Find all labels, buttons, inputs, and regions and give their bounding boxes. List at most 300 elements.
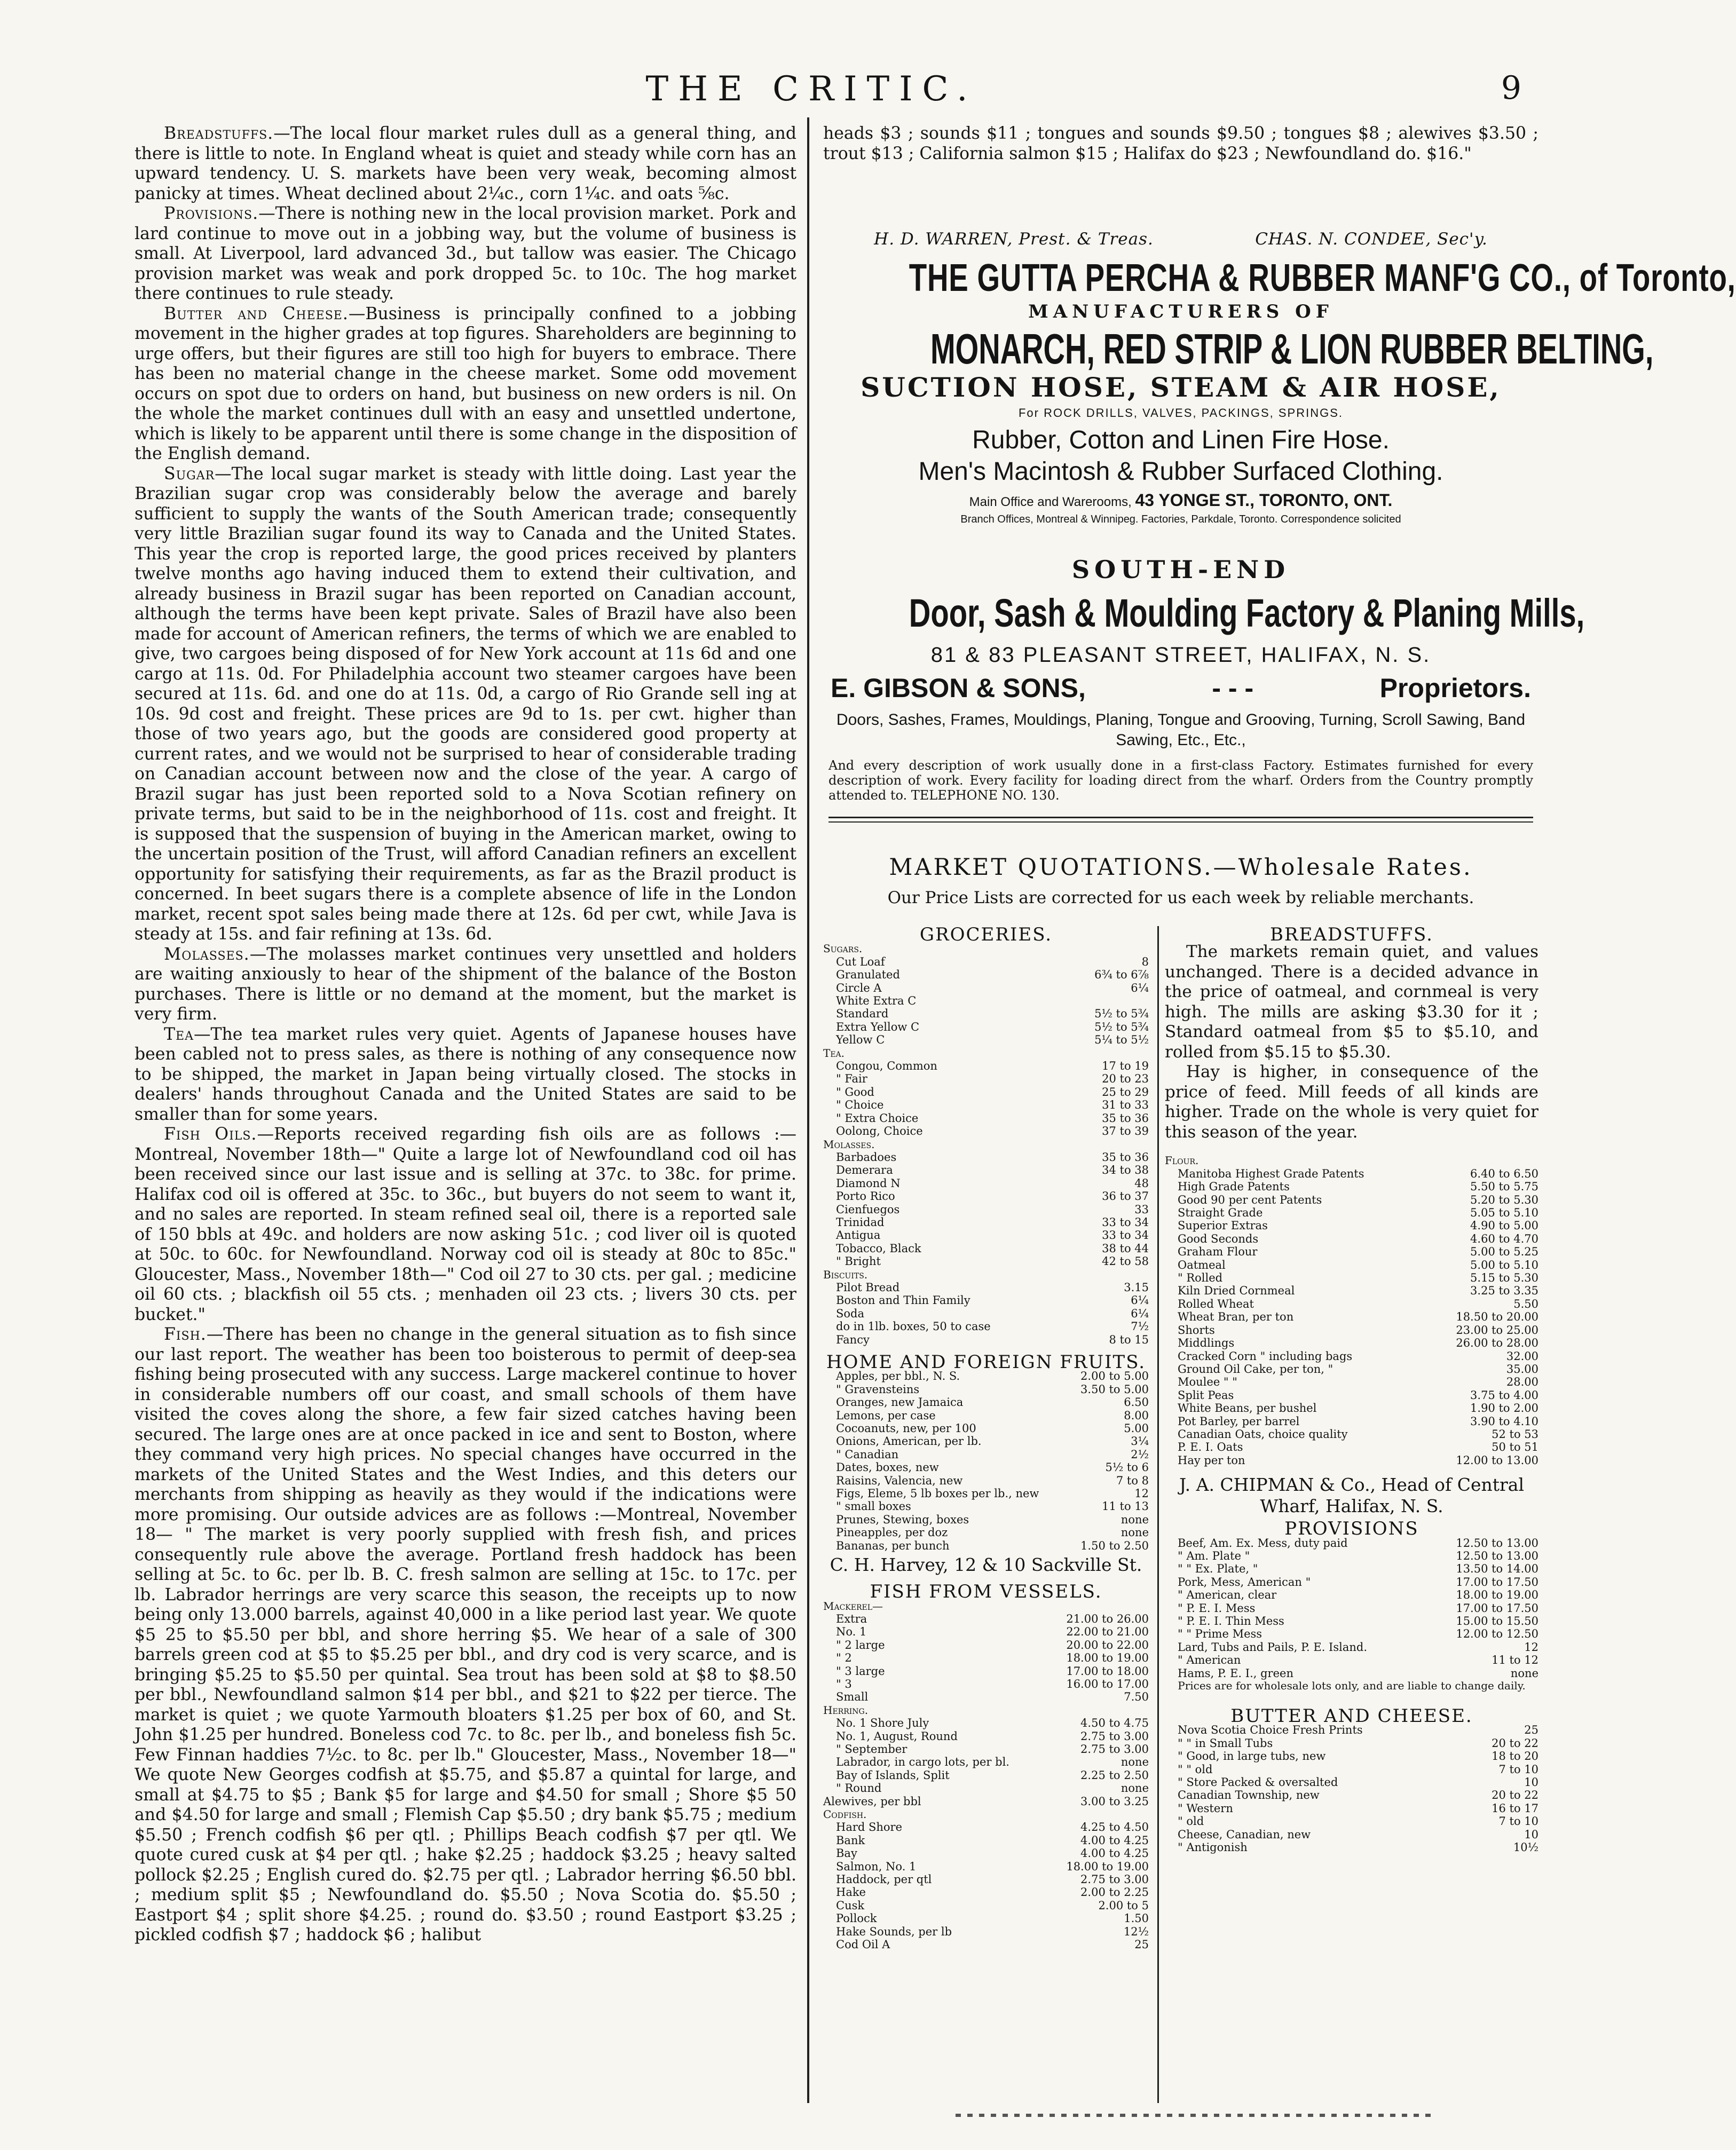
item-name: " Gravensteins [836,1382,920,1396]
price-row [823,1112,1149,1125]
price-row [823,1899,1149,1912]
item-price: 3.15 [1124,1280,1149,1294]
item-name: Pollock [836,1912,877,1925]
item-name: " Store Packed & oversalted [1178,1776,1338,1789]
item-name: Rolled Wheat [1178,1297,1254,1310]
item-price: 5.20 to 5.30 [1470,1193,1538,1206]
price-row [823,1307,1149,1320]
price-row [823,1007,1149,1020]
item-price: none [1120,1756,1149,1769]
item-name: Canadian Oats, choice quality [1178,1427,1348,1441]
price-row [1165,1615,1538,1627]
southend-heading: SOUTH-END [1071,555,1290,584]
door-factory-advertisement [823,555,1585,823]
price-row [1165,1627,1538,1640]
item-price: 38 to 44 [1102,1242,1149,1255]
item-name: Granulated [836,968,900,982]
paragraph-heading: Butter and Cheese. [164,304,349,323]
item-price: 35 to 36 [1102,1111,1149,1125]
address-street: 43 YONGE ST., TORONTO, ONT. [1135,491,1393,510]
section-heading: GROCERIES. [919,924,1053,945]
report-paragraph [135,464,796,945]
hose-products: SUCTION HOSE, STEAM & AIR HOSE, [861,371,1501,403]
item-name: Raisins, Valencia, new [836,1474,963,1487]
item-price: 5½ to 5¾ [1094,1020,1149,1033]
item-price: 25 to 29 [1102,1085,1149,1098]
item-price: 20 to 22 [1492,1789,1538,1802]
divider-rule [828,821,1533,823]
item-price: 35 to 36 [1102,1150,1149,1164]
price-row [1165,1602,1538,1615]
item-name: " " Prime Mess [1178,1627,1262,1641]
price-row [1165,1206,1538,1219]
report-paragraph [135,1025,796,1125]
item-name: " 3 large [836,1664,885,1678]
item-price: none [1120,1526,1149,1539]
item-price: 1.50 to 2.50 [1080,1539,1149,1552]
item-price: 18.50 to 20.00 [1456,1310,1538,1324]
report-paragraph [135,124,796,204]
item-price: 52 to 53 [1492,1427,1538,1441]
manufacturers-label: MANUFACTURERS OF [1028,301,1333,322]
paragraph-text: —The local flour market rules dull as a general thing, and there is little to note. In England wheat is quiet and steady while corn has an upward tendency. U. S. markets have been very weak, becoming almost panicky at times. Wheat declined about 2¼c., corn 1¼c. and oats ⅝c. [135,124,796,203]
group-label: Mackerel— [823,1599,883,1612]
footer-rule [956,2114,1436,2117]
item-price: 12½ [1123,1925,1149,1938]
section-heading: BREADSTUFFS. [1270,924,1433,945]
item-name: " old [1178,1815,1204,1828]
price-row [823,1912,1149,1925]
price-row [823,1435,1149,1448]
paragraph-heading: Fish Oils. [164,1125,257,1144]
price-row [823,1925,1149,1938]
item-price: 7 to 10 [1498,1762,1538,1776]
item-name: Kiln Dried Cornmeal [1178,1284,1295,1298]
item-price: 17.00 to 17.50 [1456,1575,1538,1588]
item-name: " Good [836,1085,874,1098]
item-price: 12.50 to 13.00 [1456,1549,1538,1562]
item-price: 15.00 to 15.50 [1456,1615,1538,1627]
item-name: Congou, Common [836,1060,937,1073]
price-row [823,1834,1149,1847]
item-price: 7 to 10 [1498,1815,1538,1828]
proprietors-label: Proprietors. [1379,673,1531,703]
price-row [1165,1298,1538,1310]
paragraph-heading: Molasses. [164,944,250,964]
item-name: Barbadoes [836,1150,897,1164]
groceries-fruits-fish-column [823,926,1149,1951]
price-row [1165,1337,1538,1349]
factory-address: 81 & 83 PLEASANT STREET, HALIFAX, N. S. [930,643,1431,667]
item-price: none [1510,1666,1538,1680]
item-name: Cod Oil A [836,1938,890,1951]
item-name: Split Peas [1178,1388,1234,1402]
item-name: Nova Scotia Choice Fresh Prints [1178,1724,1363,1737]
price-row [823,1242,1149,1255]
item-name: Cienfuegos [836,1203,900,1216]
item-price: 4.50 to 4.75 [1080,1717,1149,1730]
item-name: Superior Extras [1178,1219,1268,1232]
item-price: 31 to 33 [1102,1098,1149,1112]
price-row [823,1756,1149,1768]
section-heading: BUTTER AND CHEESE. [1230,1705,1473,1727]
item-price: 8 to 15 [1109,1333,1149,1346]
price-row [1165,1815,1538,1828]
item-price: 4.25 to 4.50 [1080,1821,1149,1834]
price-row [823,1190,1149,1203]
item-price: 11 to 12 [1492,1654,1538,1667]
paragraph-heading: Tea [164,1024,194,1044]
item-name: do in 1lb. boxes, 50 to case [836,1320,991,1333]
price-row [1165,1737,1538,1750]
item-name: Hake Sounds, per lb [836,1925,952,1938]
item-price: 6¼ [1131,981,1149,994]
item-name: No. 1 [836,1625,867,1639]
price-row [1165,1389,1538,1402]
price-row [823,1125,1149,1137]
price-row [823,1461,1149,1474]
paragraph-text: —There has been no change in the general situation as to fish since our last report. The weather has been too boisterous to permit of deep-sea fishing being prosecuted with any success. Large mackerel continue to hover in considerable numbers off our coast, and small schools of them have visited the coves along the shore, a few fair sized catches having been secured. The large ones are at once packed in ice and sent to Boston, where they command very high prices. No special changes have occurred in the markets of the United States and the West Indies, and this deters our merchants from shipping as heavily as they would if the indications were more promising. Our outside advices are as follows :—Montreal, November 18— " The market is very poorly supplied with fresh fish, and prices consequently rule above the average. Portland fresh haddock has been selling at 5c. to 6c. per lb. B. C. fresh salmon are selling at 15c. to 17c. per lb. Labrador herrings are very scarce this season, the receipts up to now being only 13.000 barrels, against 40,000 in a like period last year. We quote $5 25 to $5.50 per bbl, and shore herring $5. We hear of a sale of 300 barrels green cod at $5 to $5.25 per bbl., and dry cod is very scarce, and is bringing $5.25 to $5.50 per quintal. Sea trout has been sold at $8 to $8.50 per bbl., Newfoundland salmon $14 per bbl., and $21 to $22 per tierce. The market is quiet ; we quote Yarmouth bloaters $1.25 per box of 60, and St. John $1.25 per hundred. Boneless cod 7c. to 8c. per lb., and boneless fish 5c. Few Finnan haddies 7½c. to 8c. per lb." Gloucester, Mass., November 18—" We quote New Georges codfish at $5.75, and $5.87 a quintal for large, and small at $4.75 to $5 ; Bank $5 for large and $4.50 for small ; Shore $5 50 and $4.50 for large and small ; Flemish Cap $5.50 ; dry bank $5.75 ; medium $5.50 ; French codfish $6 per qtl. ; Phillips Beach codfish $7 per qtl. We quote cured cusk at $4 per qtl. ; hake $2.25 ; haddock $3.25 ; heavy salted pollock $2.25 ; English cured do. $2.75 per qtl. ; Labrador herring $6.50 bbl. ; medium split $5 ; Newfoundland do. $5.50 ; Nova Scotia do. $5.50 ; Eastport $4 ; split shore $4.25. ; round do. $3.50 ; round Eastport $3.25 ; pickled codfish $7 ; haddock $6 ; halibut [135,1325,796,1945]
price-row [823,1203,1149,1216]
item-price: 2.75 to 3.00 [1080,1873,1149,1886]
price-row [823,1021,1149,1033]
paragraph-text: —There is nothing new in the local provision market. Pork and lard continue to move out in a jobbing way, but the volume of business is small. At Liverpool, lard advanced 3d., but tallow was easier. The Chicago provision market was weak and pork dropped 5c. to 10c. The hog market there continues to rule steady. [135,204,796,303]
page-number: 9 [1501,69,1521,107]
item-name: " 2 large [836,1638,885,1651]
item-name: Prunes, Stewing, boxes [836,1513,969,1526]
price-row [1165,1167,1538,1180]
item-name: Ground Oil Cake, per ton, " [1178,1362,1333,1376]
price-row [823,994,1149,1007]
price-row [823,1678,1149,1690]
item-price: 32.00 [1506,1349,1538,1363]
item-name: Extra Yellow C [836,1020,920,1033]
fish-report-continuation: heads $3 ; sounds $11 ; tongues and sounds $9.50 ; tongues $8 ; alewives $3.50 ; trout $13 ; California salmon $15 ; Halifax do $23 ; Newfoundland do. $16." [823,124,1538,163]
price-row [1165,1310,1538,1323]
price-row [823,1294,1149,1307]
item-name: Canadian Township, new [1178,1789,1320,1802]
group-label: Flour. [1165,1154,1199,1167]
item-name: Yellow C [836,1033,885,1047]
item-name: Oatmeal [1178,1258,1226,1271]
price-row [823,1717,1149,1729]
paragraph-heading: Sugar [164,464,215,484]
item-price: 5.00 to 5.25 [1470,1245,1538,1259]
item-price: 2.25 to 2.50 [1080,1768,1149,1782]
price-row [823,1229,1149,1242]
item-name: Pork, Mess, American " [1178,1575,1311,1588]
item-name: White Extra C [836,994,917,1008]
item-name: Moulee " " [1178,1376,1237,1389]
item-name: " " old [1178,1762,1213,1776]
item-price: 26.00 to 28.00 [1456,1337,1538,1350]
price-row [823,1177,1149,1190]
price-row [1165,1841,1538,1854]
item-name: Antigua [836,1229,881,1242]
item-price: 5¼ to 5½ [1094,1033,1149,1047]
price-row [823,1086,1149,1098]
gutta-percha-advertisement [823,230,1736,526]
item-price: 20 to 22 [1492,1736,1538,1750]
item-price: 17.00 to 18.00 [1066,1664,1149,1678]
item-name: Cusk [836,1899,865,1912]
item-name: Fancy [836,1333,870,1346]
item-name: " Western [1178,1801,1233,1815]
item-name: No. 1, August, Round [836,1729,958,1743]
item-price: 33 [1134,1203,1149,1216]
breadstuffs-summary: Hay is higher, in consequence of the price of feed. Mill feeds of all kinds are higher. Trade on the whole is very quiet for this season of the year. [1165,1062,1538,1142]
item-name: Pot Barley, per barrel [1178,1414,1300,1428]
item-price: 6¼ [1131,1294,1149,1307]
price-row [1165,1402,1538,1414]
item-name: Oolong, Choice [836,1125,923,1138]
report-paragraph [135,945,796,1025]
item-price: 2.00 to 5.00 [1080,1370,1149,1383]
price-row [823,1448,1149,1461]
breadstuffs-summary: The markets remain quiet, and values unchanged. There is a decided advance in the price of oatmeal, and cornmeal is very high. The mills are asking $3.30 for it ; Standard oatmeal from $5 to $5.10, and rolled from $5.15 to $5.30. [1165,942,1538,1062]
item-price: 22.00 to 21.00 [1066,1625,1149,1639]
item-price: 7 to 8 [1116,1474,1149,1487]
paragraph-heading: Provisions. [164,204,259,223]
price-row [823,968,1149,981]
item-name: Good 90 per cent Patents [1178,1193,1322,1206]
item-price: 18.00 to 19.00 [1456,1588,1538,1602]
column-divider [807,117,809,2103]
item-price: 23.00 to 25.00 [1456,1323,1538,1337]
price-row [823,1639,1149,1651]
report-paragraph [135,1325,796,1946]
item-price: 37 to 39 [1102,1125,1149,1138]
company-name: THE GUTTA PERCHA & RUBBER MANF'G CO., of Toronto, [909,257,1736,299]
price-row [823,1060,1149,1072]
fire-hose-line: Rubber, Cotton and Linen Fire Hose. [972,426,1390,454]
item-name: High Grade Patents [1178,1180,1290,1193]
item-name: P. E. I. Oats [1178,1441,1243,1454]
price-row [823,982,1149,994]
price-row [1165,1562,1538,1575]
price-row [1165,1724,1538,1736]
price-row [823,1098,1149,1111]
price-row [823,1886,1149,1899]
belting-products: MONARCH, RED STRIP & LION RUBBER BELTING, [930,325,1654,373]
price-row [823,1513,1149,1526]
paragraph-heading: Breadstuffs. [164,124,274,143]
item-price: 12.00 to 12.50 [1456,1627,1538,1641]
item-price: 5.00 [1124,1422,1149,1435]
breadstuffs-provisions-column [1165,926,1538,1854]
item-name: Cocoanuts, new, per 100 [836,1422,976,1435]
price-row [823,1281,1149,1294]
item-price: 18.00 to 19.00 [1066,1651,1149,1665]
price-row [1165,1259,1538,1271]
item-price: 5½ to 6 [1105,1461,1149,1474]
price-row [823,1333,1149,1346]
item-name: Soda [836,1307,864,1320]
price-row [1165,1350,1538,1363]
item-name: " Choice [836,1098,884,1112]
item-name: " Bright [836,1255,881,1268]
price-row [1165,1284,1538,1297]
item-price: 1.90 to 2.00 [1470,1402,1538,1415]
price-row [1165,1789,1538,1801]
item-name: " small boxes [836,1500,911,1513]
price-row [1165,1363,1538,1376]
price-row [823,955,1149,968]
item-name: " Rolled [1178,1271,1223,1285]
item-price: 25 [1134,1938,1149,1951]
item-name: Trinidad [836,1215,885,1229]
price-row [823,1539,1149,1552]
group-label: Sugars. [823,942,863,955]
item-name: Small [836,1690,869,1704]
paragraph-heading: Fish. [164,1325,207,1344]
item-price: 12 [1134,1487,1149,1500]
item-name: Cracked Corn " including bags [1178,1349,1353,1363]
paragraph-text: —The tea market rules very quiet. Agents of Japanese houses have been cabled not to press sales, as there is nothing of any consequence now to be shipped, the market in Japan being virtually closed. The stocks in dealers' hands throughout Canada and the United States are said to be smaller than for some years. [135,1024,796,1124]
item-price: 3.90 to 4.10 [1470,1414,1538,1428]
item-name: Alewives, per bbl [823,1795,921,1808]
item-name: " " in Small Tubs [1178,1736,1273,1750]
section-heading: PROVISIONS [1284,1518,1419,1540]
item-name: " American, clear [1178,1588,1277,1602]
price-row [823,1651,1149,1664]
item-name: Cheese, Canadian, new [1178,1828,1311,1841]
item-name: " Round [836,1782,882,1795]
price-row [1165,1441,1538,1453]
price-row [823,1500,1149,1513]
address-prefix: Main Office and Warerooms, [969,495,1132,509]
price-row [823,1782,1149,1795]
paragraph-text: —The molasses market continues very unsettled and holders are waiting anxiously to hear of the shipment of the balance of the Boston purchases. There is little or no demand at the moment, but the market is very firm. [135,944,796,1024]
price-row [1165,1232,1538,1245]
item-price: 6¼ [1131,1307,1149,1320]
price-row [1165,1193,1538,1206]
price-row [823,1487,1149,1500]
paragraph-text: —Reports received regarding fish oils are as follows :—Montreal, November 18th—" Quite a large lot of Newfoundland cod oil has been received since our last issue and is selling at 37c. to 38c. for prime. Halifax cod oil is offered at 35c. to 36c., but buyers do not seem to want it, and no sales are reported. In steam refined seal oil, there is a reported sale of 150 bbls at 49c. and holders are now asking 51c. ; cod liver oil is quoted at 50c. to 60c. for Newfoundland. Norway cod oil is steady at 80c to 85c." Gloucester, Mass., November 18th—" Cod oil 27 to 30 cts. per gal. ; medicine oil 60 cts. ; blackfish oil 55 cts. ; menhaden oil 23 cts. ; livers 30 cts. per bucket." [135,1125,796,1324]
item-name: Good Seconds [1178,1232,1259,1245]
item-price: 16 to 17 [1492,1801,1538,1815]
item-price: 12.00 to 13.00 [1456,1453,1538,1467]
paragraph-text: —Business is principally confined to a jobbing movement in the higher grades at top figures. Shareholders are beginning to urge offers, but their figures are still too high for buyers to embrace. There has been no material change in the cheese market. Some odd movement occurs on spot due to orders on hand, but business on new orders is nil. On the whole the market continues dull with an easy and unsettled undertone, which is likely to be apparent until there is some change in the disposition of the English demand. [135,304,797,463]
price-row [823,1216,1149,1229]
item-name: Cut Loaf [836,955,885,968]
item-name: Pineapples, per doz [836,1526,948,1539]
item-price: 3.25 to 3.35 [1470,1284,1538,1298]
price-row [1165,1667,1538,1680]
price-row [823,1255,1149,1268]
item-name: " Antigonish [1178,1841,1248,1854]
item-name: Shorts [1178,1323,1215,1337]
price-row [823,1730,1149,1743]
item-name: " Extra Choice [836,1111,919,1125]
group-label: Codfish. [823,1808,867,1821]
price-row [1165,1271,1538,1284]
price-row [1165,1641,1538,1654]
divider-rule [828,817,1533,818]
price-row [823,1164,1149,1176]
price-row [1165,1828,1538,1841]
item-name: Hard Shore [836,1821,903,1834]
item-name: Wheat Bran, per ton [1178,1310,1294,1324]
item-name: Onions, American, per lb. [836,1435,982,1448]
price-row [823,1860,1149,1873]
item-name: Extra [836,1612,867,1625]
group-label: Herring. [823,1703,869,1717]
price-row [823,1422,1149,1435]
item-name: Beef, Am. Ex. Mess, duty paid [1178,1536,1348,1550]
price-row [1165,1245,1538,1258]
provisions-note: Prices are for wholesale lots only, and are liable to change daily. [1178,1679,1526,1693]
officer-president: H. D. WARREN, Prest. & Treas. [874,230,1154,249]
hose-uses: For ROCK DRILLS, VALVES, PACKINGS, SPRINGS. [1018,406,1344,420]
price-row [1165,1180,1538,1193]
item-name: Bay of Islands, Split [836,1768,950,1782]
price-row [823,1474,1149,1487]
price-row [823,1409,1149,1422]
item-name: " P. E. I. Mess [1178,1601,1256,1615]
item-price: 36 to 37 [1102,1190,1149,1203]
item-name: Figs, Eleme, 5 lb boxes per lb., new [836,1487,1039,1500]
item-name: Tobacco, Black [836,1242,921,1255]
masthead-title: THE CRITIC. [645,69,977,109]
factory-description: And every description of work usually done in a first-class Factory. Estimates furnished for every description of work. Every facility for loading direct from the wharf. Orders from the Country promptly attended to. TELEPHONE NO. 130. [828,758,1533,803]
price-row [823,1526,1149,1539]
item-price: 11 to 13 [1102,1500,1149,1513]
price-row [1165,1776,1538,1789]
price-row [1165,1415,1538,1428]
item-price: 4.00 to 4.25 [1080,1833,1149,1847]
item-name: " " Ex. Plate, " [1178,1562,1258,1576]
market-quotations-header [823,854,1538,907]
item-price: 2.75 to 3.00 [1080,1729,1149,1743]
item-name: Salmon, No. 1 [836,1860,917,1873]
price-row [823,1072,1149,1085]
price-row [823,1320,1149,1333]
price-row [1165,1802,1538,1815]
item-price: 1.50 [1124,1912,1149,1925]
item-price: 6.50 [1124,1396,1149,1409]
officer-secretary: CHAS. N. CONDEE, Sec'y. [1255,230,1488,249]
branch-offices: Branch Offices, Montreal & Winnipeg. Factories, Parkdale, Toronto. Correspondence solicited [960,513,1401,525]
item-price: 20 to 23 [1102,1072,1149,1086]
item-price: 10 [1524,1828,1538,1841]
price-row [823,1690,1149,1703]
item-name: Dates, boxes, new [836,1461,939,1474]
item-name: Lemons, per case [836,1409,936,1422]
item-price: 3.75 to 4.00 [1470,1388,1538,1402]
item-name: " American [1178,1654,1241,1667]
item-price: 5.50 [1513,1297,1538,1310]
item-price: 2.00 to 2.25 [1080,1886,1149,1899]
item-name: Hake [836,1886,866,1899]
price-row [1165,1750,1538,1762]
item-name: " Fair [836,1072,867,1086]
market-subtitle: Our Price Lists are corrected for us each week by reliable merchants. [887,888,1474,907]
item-name: Labrador, in cargo lots, per bl. [836,1756,1009,1769]
price-row [1165,1550,1538,1562]
breadstuffs-supplier: J. A. CHIPMAN & Co., Head of Central Wharf, Halifax, N. S. [1179,1474,1525,1517]
item-price: 4.00 to 4.25 [1080,1847,1149,1860]
item-name: Hams, P. E. I., green [1178,1666,1293,1680]
item-name: White Beans, per bushel [1178,1402,1317,1415]
factory-name: Door, Sash & Moulding Factory & Planing Mills, [909,591,1585,635]
price-row [1165,1588,1538,1601]
company-address [823,491,1538,510]
price-row [1165,1324,1538,1337]
item-price: 10½ [1513,1841,1538,1854]
item-price: 5.00 to 5.10 [1470,1258,1538,1271]
item-name: No. 1 Shore July [836,1717,929,1730]
